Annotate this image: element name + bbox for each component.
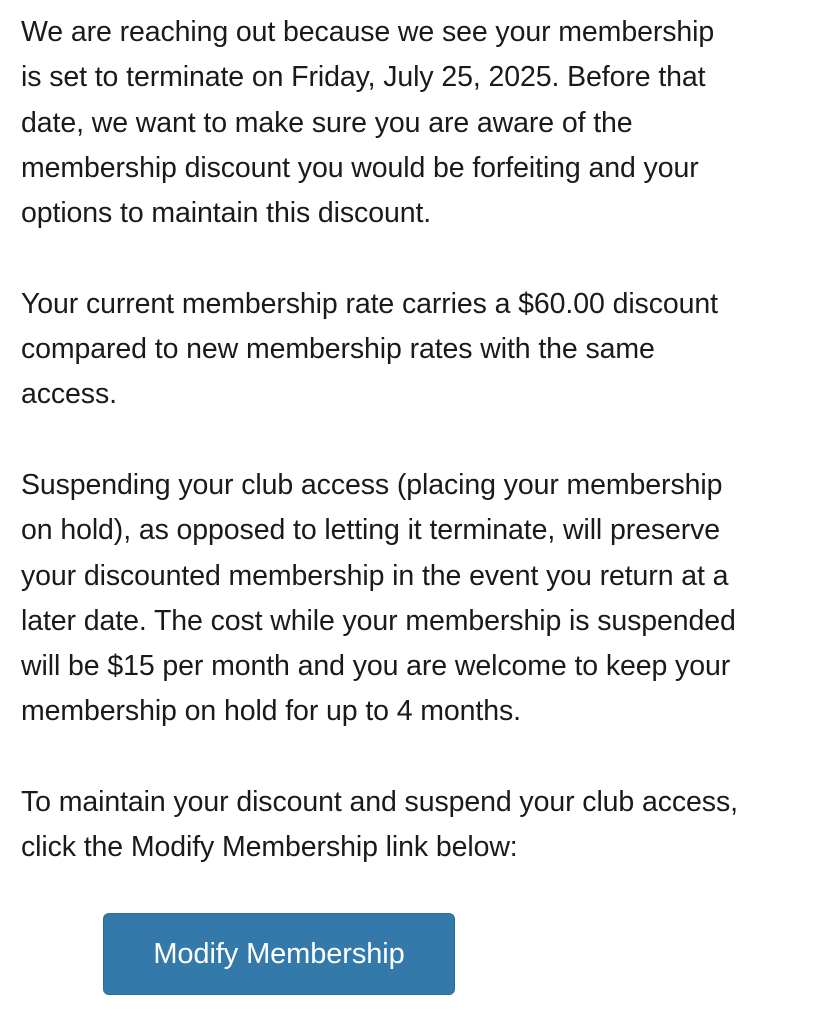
instruction-paragraph: To maintain your discount and suspend your club access, click the Modify Membership link below: [21,786,738,864]
suspension-info-paragraph: Suspending your club access (placing your membership on hold), as opposed to letting it terminate, will preserve your discounted membership in the event you return at a later date. The cost while your membership is suspended will be $15 per month and you are welcome to keep your membership on hold for up to 4 months. [21,468,736,728]
email-body [21,10,821,916]
termination-notice-paragraph: We are reaching out because we see your membership is set to terminate on Friday, July 25, 2025. Before that date, we want to make sure you are aware of the membership discount you would be forfeiting and your options to maintain this discount. [21,16,715,230]
modify-membership-button[interactable]: Modify Membership [103,913,455,995]
discount-info-paragraph: Your current membership rate carries a $60.00 discount compared to new membership rates with the same access. [21,287,718,411]
cta-container [103,913,455,995]
